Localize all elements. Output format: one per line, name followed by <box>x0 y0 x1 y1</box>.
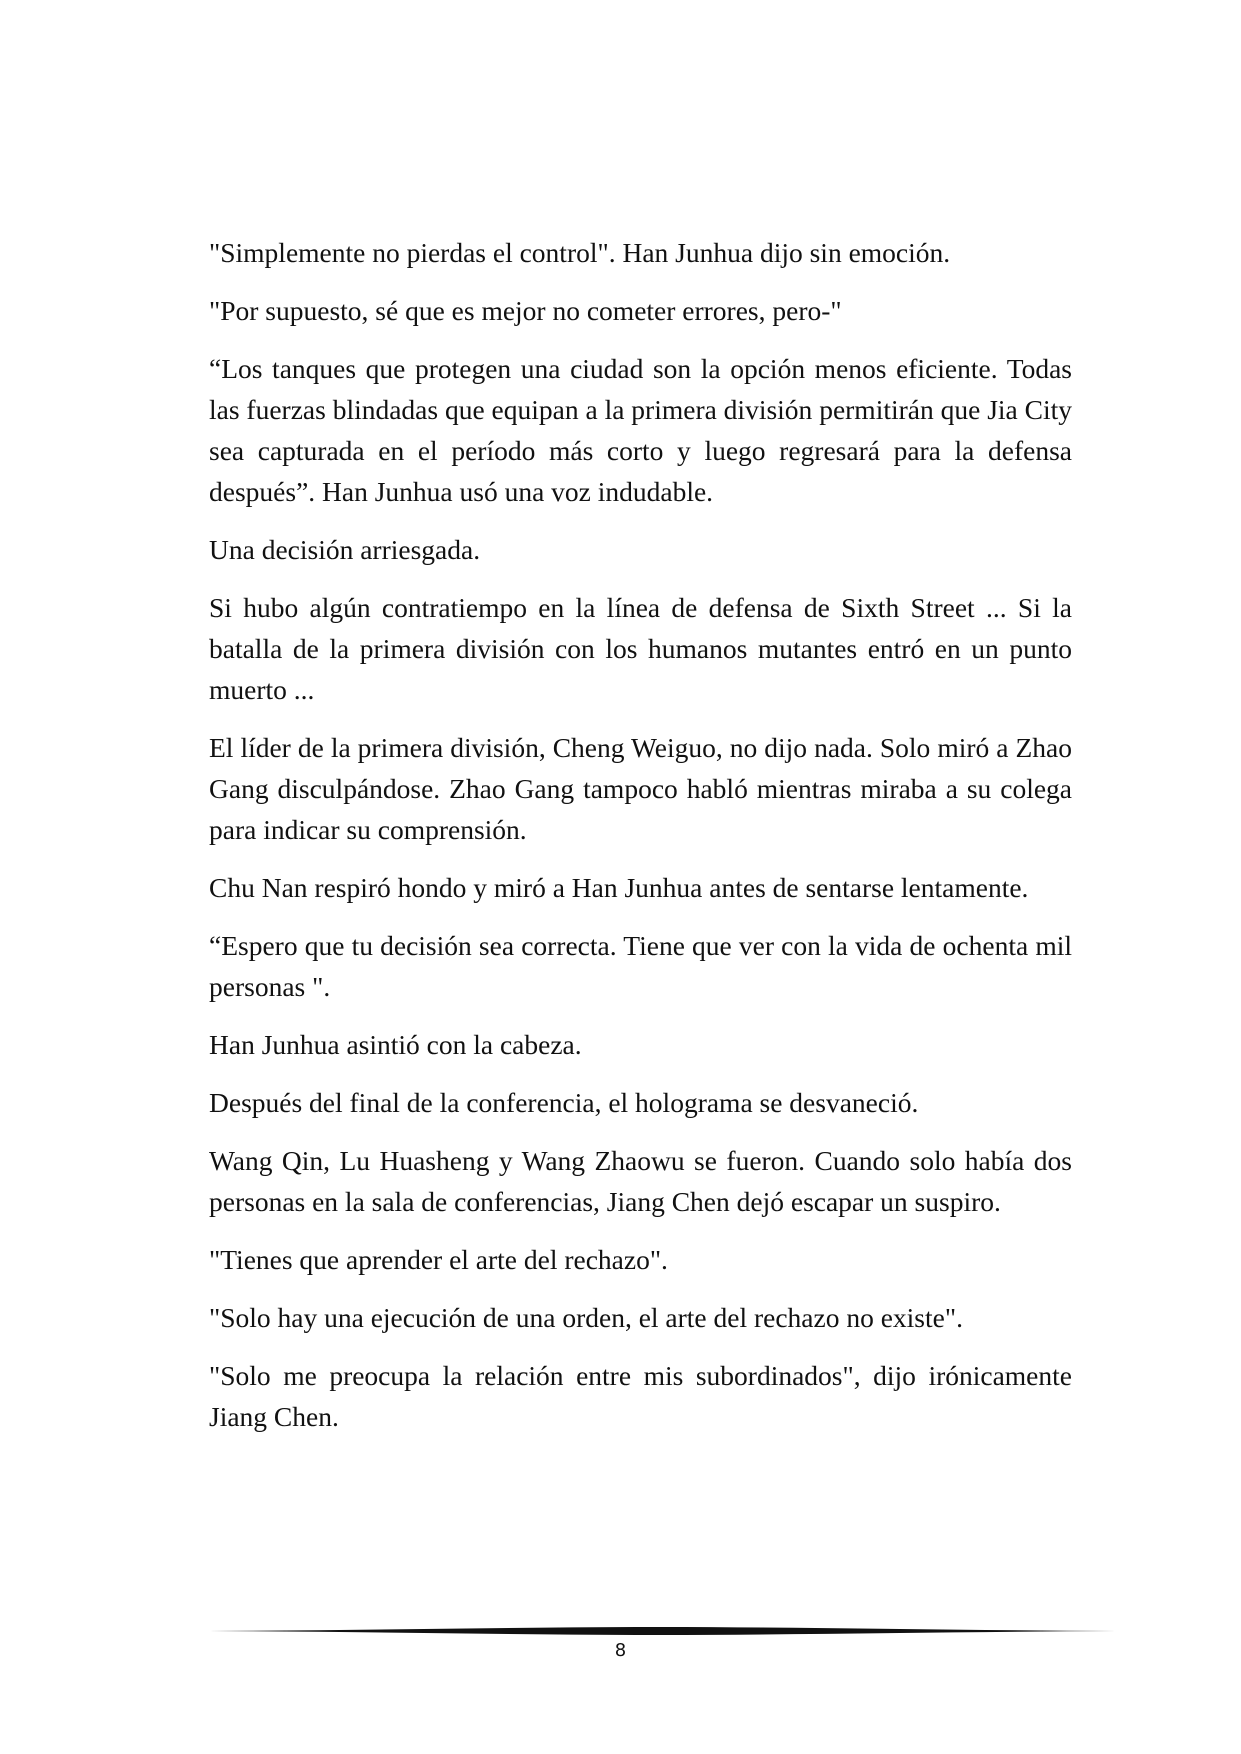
paragraph: "Simplemente no pierdas el control". Han Junhua dijo sin emoción. <box>209 237 951 268</box>
paragraph: El líder de la primera división, Cheng Weiguo, no dijo nada. Solo miró a Zhao Gang disculpándose. Zhao Gang tampoco habló mientras miraba a su colega para indicar su comprensión. <box>209 732 1072 845</box>
paragraph: "Por supuesto, sé que es mejor no cometer errores, pero-" <box>209 295 842 326</box>
paragraph: Si hubo algún contratiempo en la línea de defensa de Sixth Street ... Si la batalla de la primera división con los humanos mutantes entró en un punto muerto ... <box>209 592 1072 705</box>
paragraph: Una decisión arriesgada. <box>209 534 481 565</box>
paragraph: Wang Qin, Lu Huasheng y Wang Zhaowu se fueron. Cuando solo había dos personas en la sala de conferencias, Jiang Chen dejó escapar un suspiro. <box>209 1145 1072 1217</box>
page-body <box>209 232 1072 1454</box>
paragraph: Chu Nan respiró hondo y miró a Han Junhua antes de sentarse lentamente. <box>209 872 1029 903</box>
page-number: 8 <box>614 1640 627 1661</box>
paragraph: "Tienes que aprender el arte del rechazo". <box>209 1244 668 1275</box>
paragraph: Después del final de la conferencia, el holograma se desvaneció. <box>209 1087 919 1118</box>
paragraph: "Solo me preocupa la relación entre mis subordinados", dijo irónicamente Jiang Chen. <box>209 1360 1072 1432</box>
paragraph: “Espero que tu decisión sea correcta. Tiene que ver con la vida de ochenta mil personas ". <box>209 930 1072 1002</box>
paragraph: “Los tanques que protegen una ciudad son la opción menos eficiente. Todas las fuerzas blindadas que equipan a la primera división permitirán que Jia City sea capturada en el período más corto y luego regresará para la defensa después”. Han Junhua usó una voz indudable. <box>209 353 1072 507</box>
paragraph: "Solo hay una ejecución de una orden, el arte del rechazo no existe". <box>209 1302 963 1333</box>
paragraph: Han Junhua asintió con la cabeza. <box>209 1029 582 1060</box>
footer-divider <box>209 1625 1116 1637</box>
